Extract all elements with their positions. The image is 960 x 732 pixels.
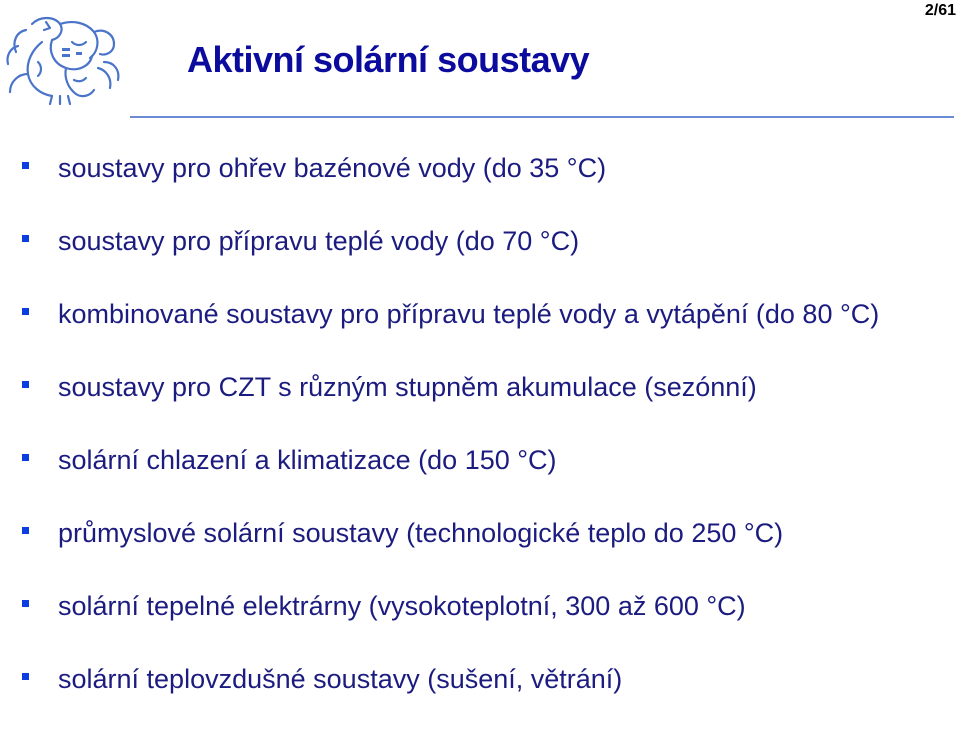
list-item-text: solární chlazení a klimatizace (do 150 °C) <box>58 445 557 475</box>
page-title: Aktivní solární soustavy <box>187 39 590 80</box>
list-item <box>0 586 960 659</box>
heraldic-lion-logo-icon <box>2 12 122 107</box>
square-bullet-icon <box>22 381 29 388</box>
list-item-text: soustavy pro CZT s různým stupněm akumulace (sezónní) <box>58 372 757 402</box>
bullet-list <box>0 148 960 732</box>
square-bullet-icon <box>22 600 29 607</box>
square-bullet-icon <box>22 454 29 461</box>
list-item <box>0 367 960 440</box>
list-item <box>0 221 960 294</box>
list-item-text: průmyslové solární soustavy (technologické teplo do 250 °C) <box>58 518 784 548</box>
square-bullet-icon <box>22 162 29 169</box>
list-item <box>0 659 960 732</box>
square-bullet-icon <box>22 673 29 680</box>
list-item <box>0 513 960 586</box>
square-bullet-icon <box>22 527 29 534</box>
list-item-text: solární tepelné elektrárny (vysokoteplotní, 300 až 600 °C) <box>58 591 746 621</box>
list-item <box>0 440 960 513</box>
list-item-text: soustavy pro přípravu teplé vody (do 70 °C) <box>58 226 580 256</box>
header-divider <box>130 116 954 118</box>
page-number: 2/61 <box>924 2 956 19</box>
square-bullet-icon <box>22 235 29 242</box>
list-item <box>0 148 960 221</box>
list-item-text: solární teplovzdušné soustavy (sušení, větrání) <box>58 664 623 694</box>
square-bullet-icon <box>22 308 29 315</box>
list-item-text: soustavy pro ohřev bazénové vody (do 35 °C) <box>58 153 607 183</box>
list-item <box>0 294 960 367</box>
list-item-text: kombinované soustavy pro přípravu teplé vody a vytápění (do 80 °C) <box>58 299 880 329</box>
